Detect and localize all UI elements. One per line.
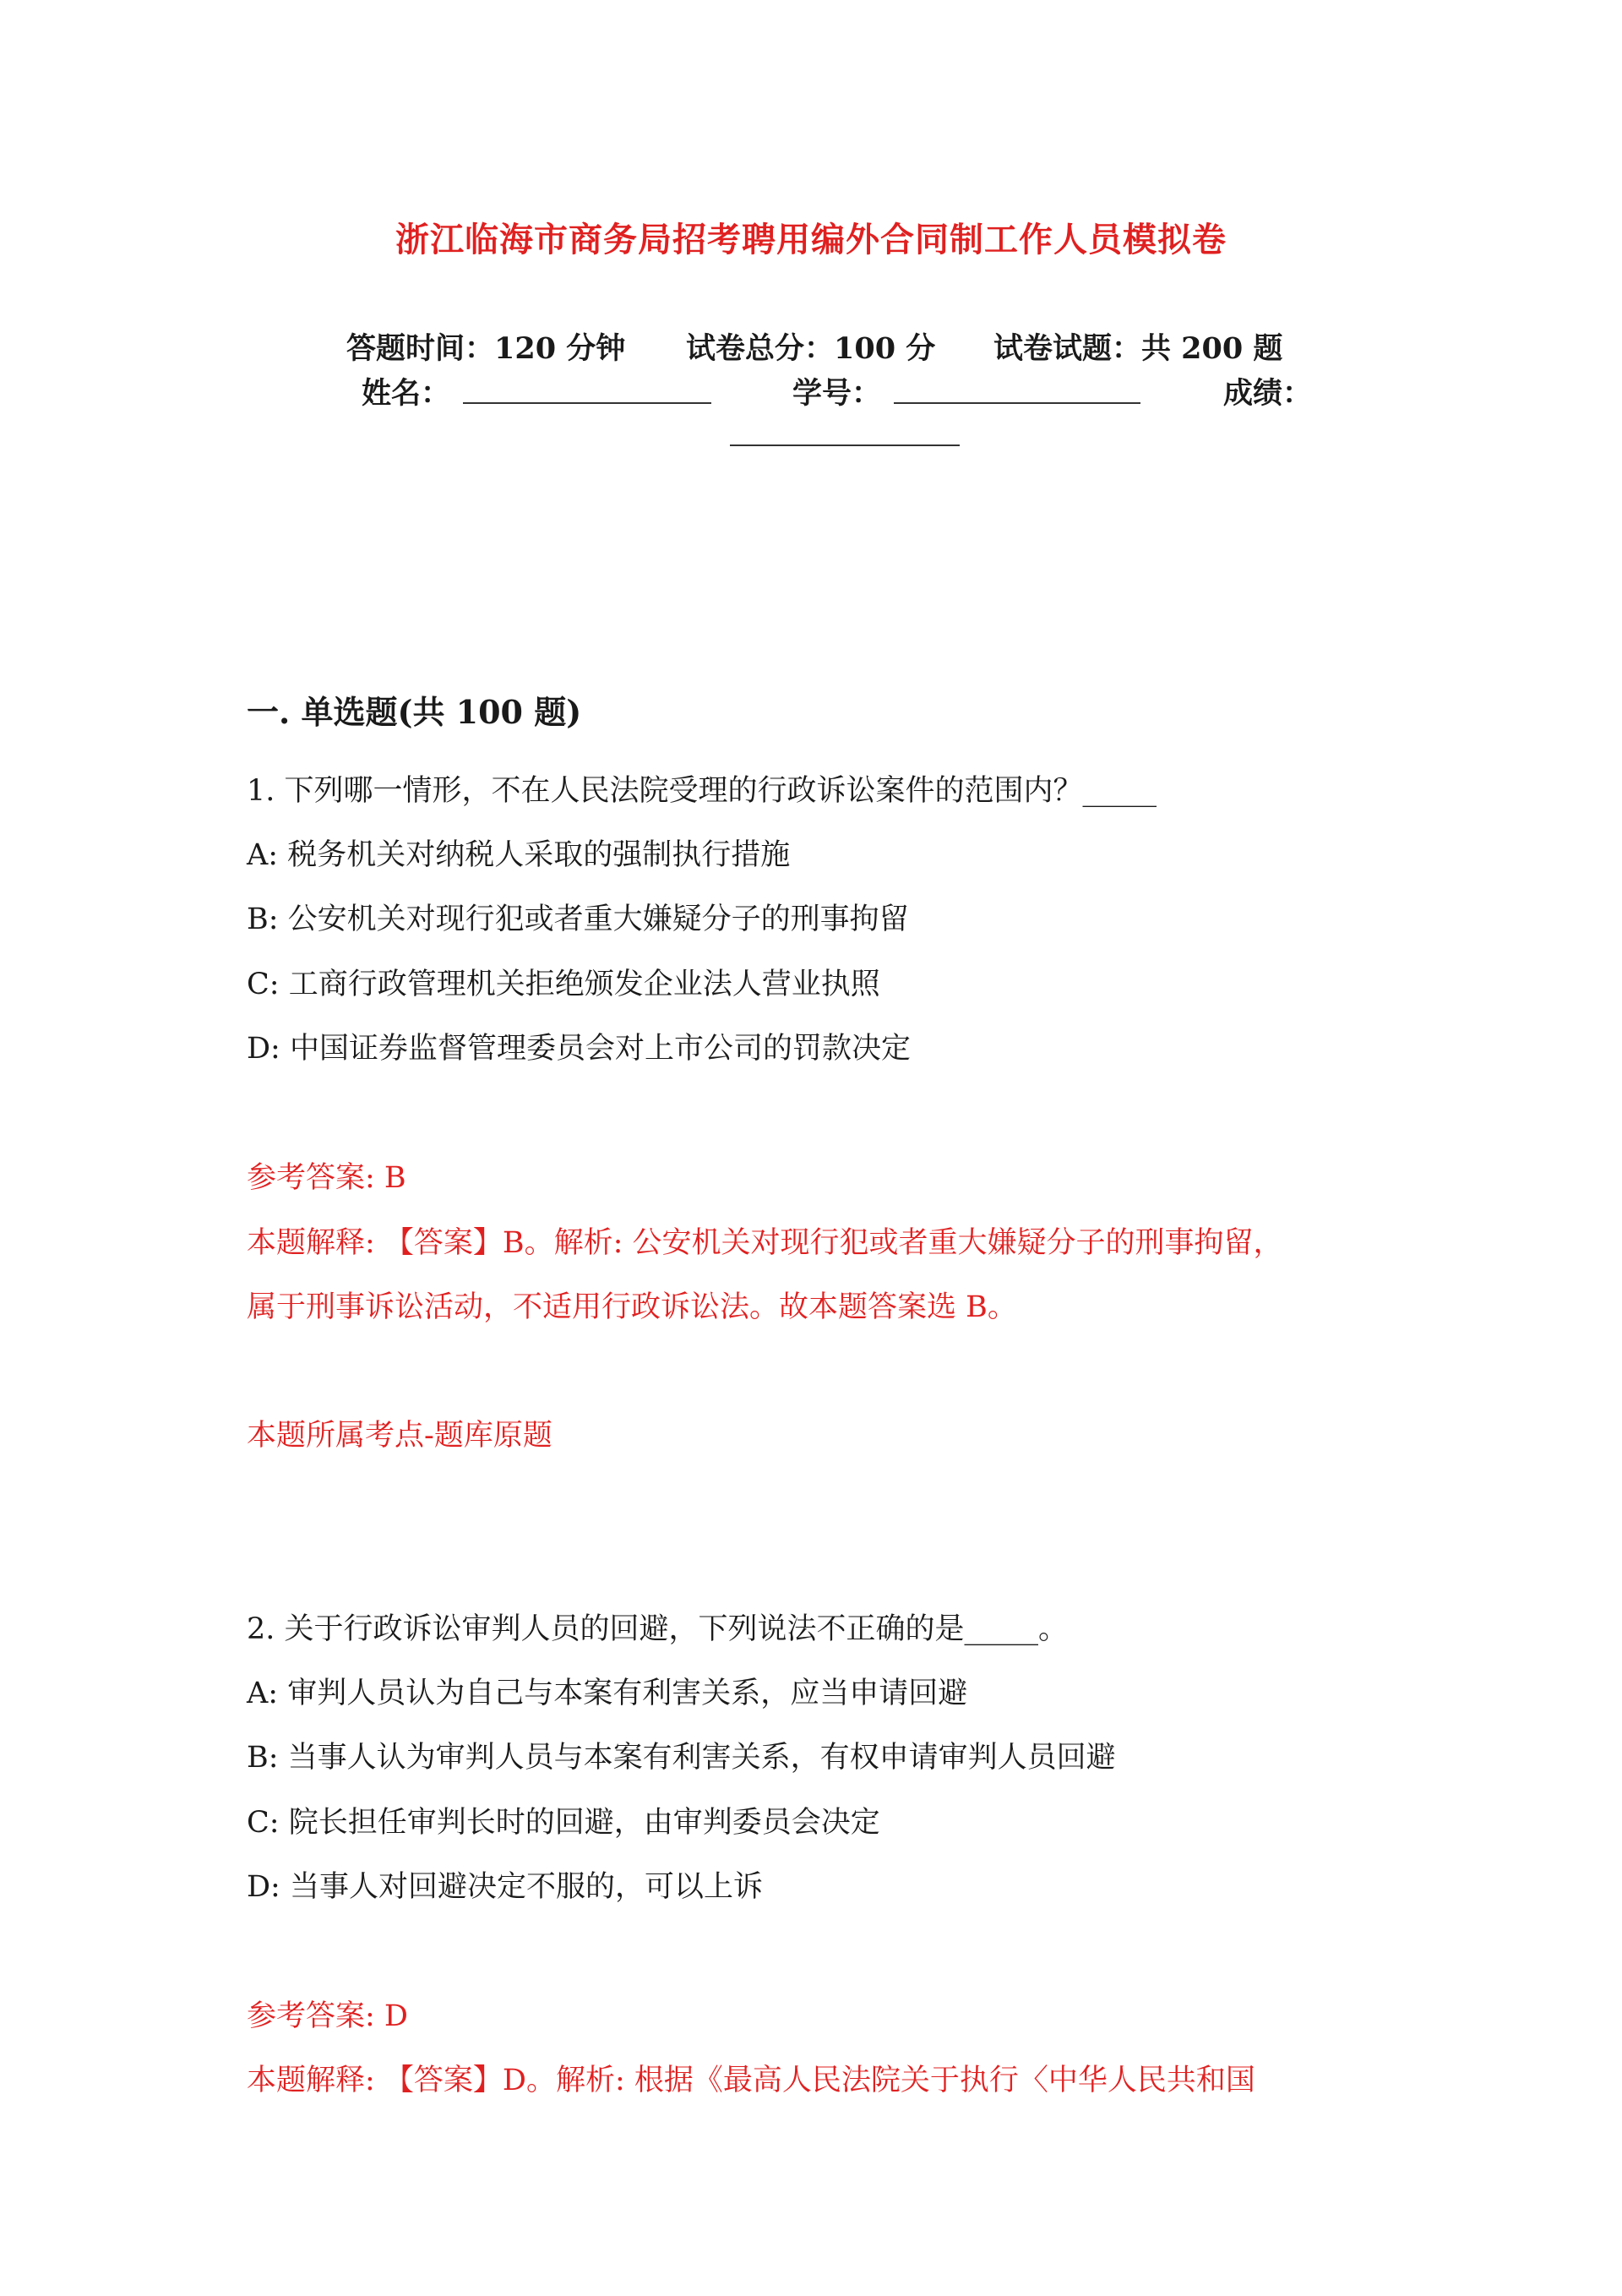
- question-1-explanation-line-2: 属于刑事诉讼活动，不适用行政诉讼法。故本题答案选 B。: [247, 1290, 1017, 1324]
- exam-total-score: 试卷总分：100 分: [686, 331, 936, 366]
- question-1-topic: 本题所属考点-题库原题: [247, 1419, 552, 1453]
- score-blank-row: [0, 416, 1622, 453]
- section-heading: 一. 单选题(共 100 题): [247, 693, 582, 731]
- question-2-option-c: C: 院长担任审判长时的回避，由审判委员会决定: [247, 1806, 880, 1840]
- question-2-explanation-line-1: 本题解释: 【答案】D。解析: 根据《最高人民法院关于执行〈中华人民共和国: [247, 2064, 1255, 2097]
- question-1-answer: 参考答案: B: [247, 1161, 406, 1195]
- question-1-option-a: A: 税务机关对纳税人采取的强制执行措施: [247, 838, 791, 872]
- question-1-option-d: D: 中国证券监督管理委员会对上市公司的罚款决定: [247, 1032, 911, 1066]
- question-2-option-b: B: 当事人认为审判人员与本案有利害关系，有权申请审判人员回避: [247, 1741, 1116, 1775]
- question-1-option-c: C: 工商行政管理机关拒绝颁发企业法人营业执照: [247, 968, 880, 1001]
- student-info-row: [0, 370, 1622, 411]
- question-2-option-d: D: 当事人对回避决定不服的，可以上诉: [247, 1870, 763, 1904]
- score-label: 成绩：: [1223, 376, 1313, 411]
- question-1-stem: 1. 下列哪一情形，不在人民法院受理的行政诉讼案件的范围内？_____: [247, 774, 1157, 808]
- question-1-option-b: B: 公安机关对现行犯或者重大嫌疑分子的刑事拘留: [247, 903, 909, 936]
- document-title: 浙江临海市商务局招考聘用编外合同制工作人员模拟卷: [395, 220, 1227, 259]
- name-label: 姓名：: [362, 376, 451, 411]
- question-2-answer: 参考答案: D: [247, 1999, 408, 2033]
- exam-time: 答题时间：120 分钟: [346, 331, 626, 366]
- exam-info-row: [0, 325, 1622, 366]
- question-1-explanation-line-1: 本题解释: 【答案】B。解析: 公安机关对现行犯或者重大嫌疑分子的刑事拘留，: [247, 1226, 1283, 1260]
- question-2-stem: 2. 关于行政诉讼审判人员的回避，下列说法不正确的是_____。: [247, 1612, 1069, 1646]
- exam-question-count: 试卷试题：共 200 题: [993, 331, 1283, 366]
- id-label: 学号：: [792, 376, 882, 411]
- question-2-option-a: A: 审判人员认为自己与本案有利害关系，应当申请回避: [247, 1677, 968, 1710]
